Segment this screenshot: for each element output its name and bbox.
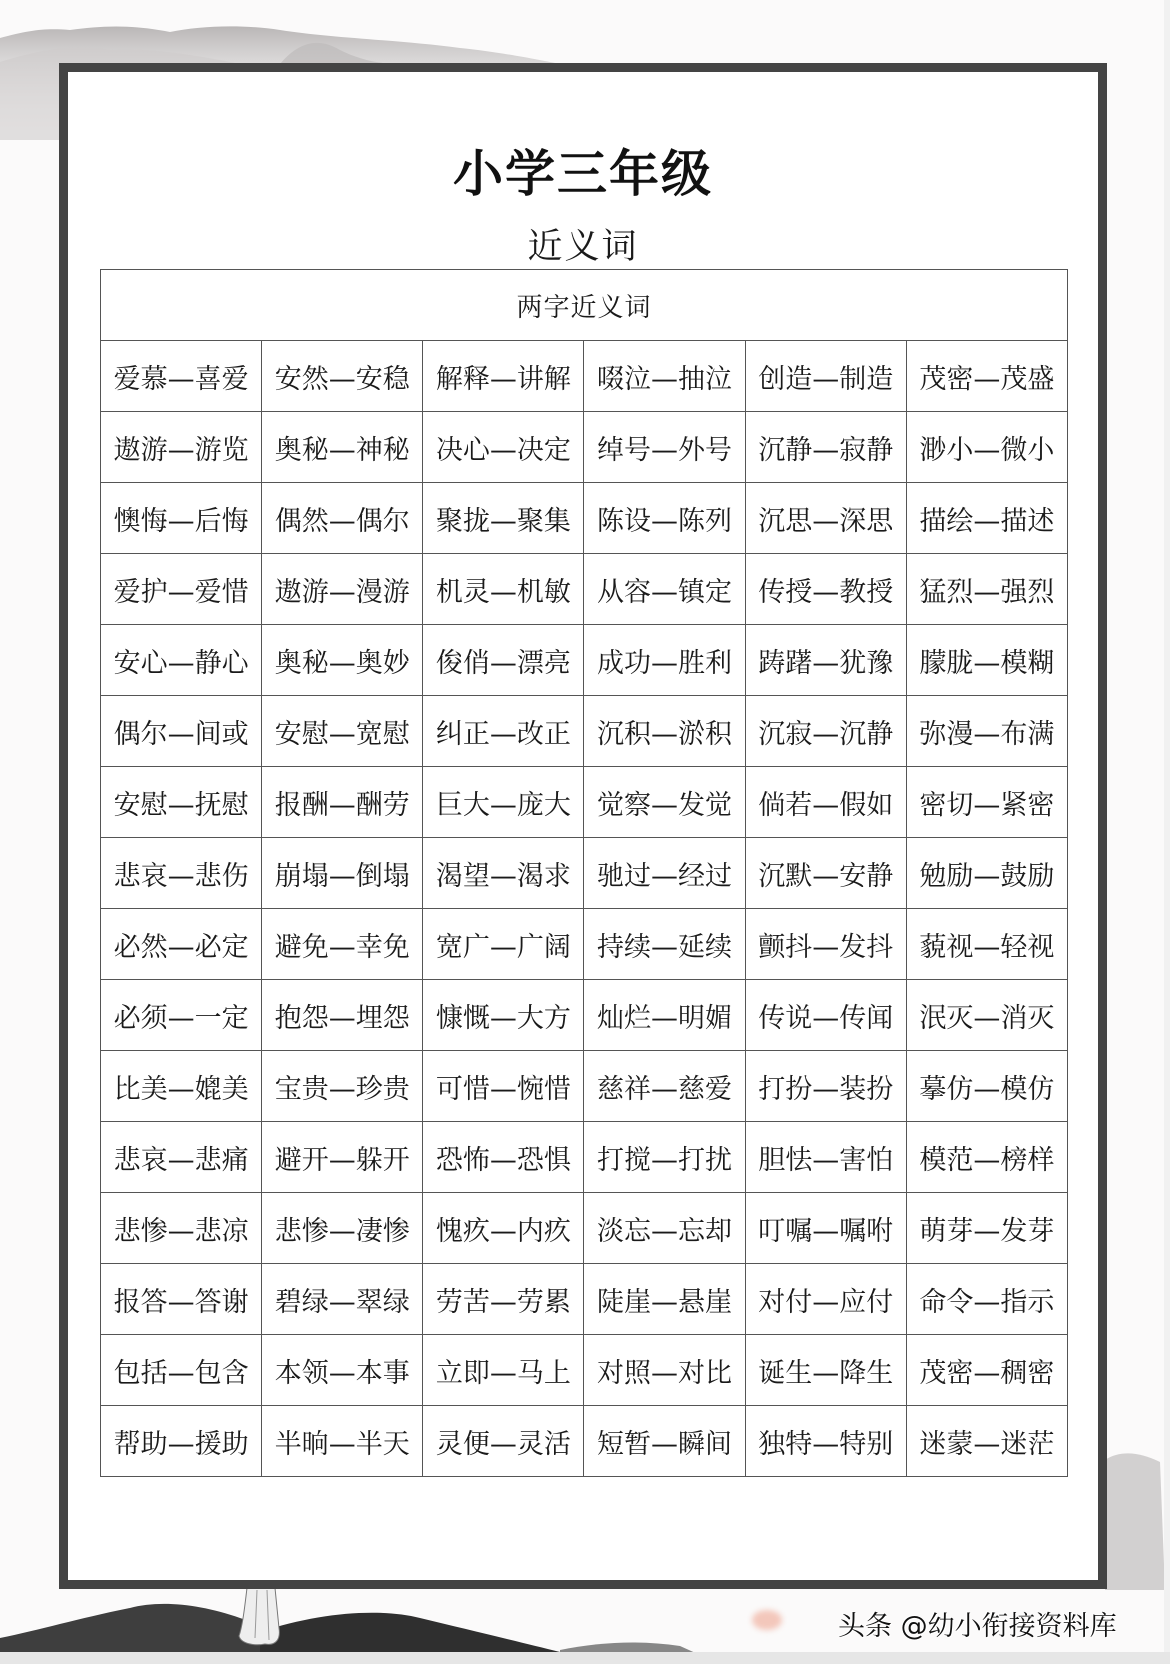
table-row [101,483,1068,554]
synonym-pair-cell: 陈设—陈列 [584,483,745,554]
synonym-pair-cell: 踌躇—犹豫 [745,625,906,696]
source-watermark: 头条 @幼小衔接资料库 [838,1611,1117,1642]
table-row [101,412,1068,483]
synonym-pair-cell: 偶然—偶尔 [262,483,423,554]
synonym-pair-cell: 渴望—渴求 [423,838,584,909]
synonym-pair-cell: 沉思—深思 [745,483,906,554]
synonym-pair-cell: 诞生—降生 [745,1335,906,1406]
synonym-pair-cell: 避开—躲开 [262,1122,423,1193]
synonym-pair-cell: 密切—紧密 [906,767,1067,838]
synonym-pair-cell: 可惜—惋惜 [423,1051,584,1122]
synonym-pair-cell: 报答—答谢 [101,1264,262,1335]
synonym-pair-cell: 传授—教授 [745,554,906,625]
synonym-pair-cell: 聚拢—聚集 [423,483,584,554]
synonym-pair-cell: 懊悔—后悔 [101,483,262,554]
blossom-decoration [752,1610,782,1630]
table-body [101,341,1068,1477]
synonym-pair-cell: 安然—安稳 [262,341,423,412]
table-row [101,554,1068,625]
synonym-pair-cell: 藐视—轻视 [906,909,1067,980]
synonym-pair-cell: 纠正—改正 [423,696,584,767]
table-row [101,625,1068,696]
figure-robe-decoration [235,1588,290,1648]
bottom-edge-strip [0,1652,1170,1664]
synonym-pair-cell: 沉默—安静 [745,838,906,909]
table-row [101,1264,1068,1335]
synonym-pair-cell: 啜泣—抽泣 [584,341,745,412]
synonym-pair-cell: 奥秘—神秘 [262,412,423,483]
synonym-pair-cell: 描绘—描述 [906,483,1067,554]
synonym-pair-cell: 颤抖—发抖 [745,909,906,980]
synonym-pair-cell: 解释—讲解 [423,341,584,412]
synonym-pair-cell: 抱怨—埋怨 [262,980,423,1051]
table-row [101,341,1068,412]
right-edge-strip [1164,0,1170,1652]
page-subtitle: 近义词 [527,227,639,267]
synonym-pair-cell: 勉励—鼓励 [906,838,1067,909]
synonym-pair-cell: 安慰—抚慰 [101,767,262,838]
synonym-pair-cell: 慈祥—慈爱 [584,1051,745,1122]
synonym-pair-cell: 爱护—爱惜 [101,554,262,625]
synonym-pair-cell: 弥漫—布满 [906,696,1067,767]
synonym-pair-cell: 悲哀—悲伤 [101,838,262,909]
synonyms-table [100,269,1068,1477]
synonym-pair-cell: 对付—应付 [745,1264,906,1335]
synonym-pair-cell: 泯灭—消灭 [906,980,1067,1051]
synonym-pair-cell: 悲哀—悲痛 [101,1122,262,1193]
table-row [101,1193,1068,1264]
synonym-pair-cell: 灿烂—明媚 [584,980,745,1051]
synonym-pair-cell: 爱慕—喜爱 [101,341,262,412]
synonym-pair-cell: 本领—本事 [262,1335,423,1406]
synonym-pair-cell: 沉寂—沉静 [745,696,906,767]
synonym-pair-cell: 碧绿—翠绿 [262,1264,423,1335]
synonym-pair-cell: 奥秘—奥妙 [262,625,423,696]
synonym-pair-cell: 必然—必定 [101,909,262,980]
synonym-pair-cell: 包括—包含 [101,1335,262,1406]
table-row [101,980,1068,1051]
synonym-pair-cell: 命令—指示 [906,1264,1067,1335]
synonym-pair-cell: 独特—特别 [745,1406,906,1477]
table-row [101,767,1068,838]
synonym-pair-cell: 比美—媲美 [101,1051,262,1122]
synonym-pair-cell: 倘若—假如 [745,767,906,838]
synonym-pair-cell: 悲惨—凄惨 [262,1193,423,1264]
synonym-pair-cell: 持续—延续 [584,909,745,980]
table-header-row [101,270,1068,341]
synonym-pair-cell: 打搅—打扰 [584,1122,745,1193]
table-row [101,1406,1068,1477]
synonym-pair-cell: 避免—幸免 [262,909,423,980]
table-row [101,909,1068,980]
synonym-pair-cell: 觉察—发觉 [584,767,745,838]
synonym-pair-cell: 传说—传闻 [745,980,906,1051]
synonym-pair-cell: 崩塌—倒塌 [262,838,423,909]
synonym-pair-cell: 打扮—装扮 [745,1051,906,1122]
synonym-pair-cell: 恐怖—恐惧 [423,1122,584,1193]
synonym-pair-cell: 绰号—外号 [584,412,745,483]
document-frame [59,63,1107,1589]
synonym-pair-cell: 报酬—酬劳 [262,767,423,838]
synonym-pair-cell: 陡崖—悬崖 [584,1264,745,1335]
synonym-pair-cell: 渺小—微小 [906,412,1067,483]
synonym-pair-cell: 淡忘—忘却 [584,1193,745,1264]
synonym-pair-cell: 俊俏—漂亮 [423,625,584,696]
table-row [101,696,1068,767]
synonym-pair-cell: 帮助—援助 [101,1406,262,1477]
table-row [101,1122,1068,1193]
synonym-pair-cell: 偶尔—间或 [101,696,262,767]
synonym-pair-cell: 迷蒙—迷茫 [906,1406,1067,1477]
synonym-pair-cell: 半晌—半天 [262,1406,423,1477]
synonym-pair-cell: 立即—马上 [423,1335,584,1406]
synonym-pair-cell: 胆怯—害怕 [745,1122,906,1193]
synonym-pair-cell: 遨游—游览 [101,412,262,483]
synonym-pair-cell: 短暂—瞬间 [584,1406,745,1477]
synonym-pair-cell: 从容—镇定 [584,554,745,625]
table-row [101,1335,1068,1406]
synonym-pair-cell: 茂密—稠密 [906,1335,1067,1406]
synonym-pair-cell: 沉静—寂静 [745,412,906,483]
synonym-pair-cell: 宽广—广阔 [423,909,584,980]
synonym-pair-cell: 安心—静心 [101,625,262,696]
synonym-pair-cell: 猛烈—强烈 [906,554,1067,625]
synonym-pair-cell: 必须—一定 [101,980,262,1051]
synonym-pair-cell: 成功—胜利 [584,625,745,696]
synonym-pair-cell: 遨游—漫游 [262,554,423,625]
synonym-pair-cell: 朦胧—模糊 [906,625,1067,696]
synonym-pair-cell: 摹仿—模仿 [906,1051,1067,1122]
synonym-pair-cell: 决心—决定 [423,412,584,483]
synonym-pair-cell: 驰过—经过 [584,838,745,909]
synonym-pair-cell: 机灵—机敏 [423,554,584,625]
synonym-pair-cell: 茂密—茂盛 [906,341,1067,412]
table-row [101,838,1068,909]
synonym-pair-cell: 安慰—宽慰 [262,696,423,767]
table-row [101,1051,1068,1122]
synonym-pair-cell: 愧疚—内疚 [423,1193,584,1264]
synonym-pair-cell: 创造—制造 [745,341,906,412]
synonym-pair-cell: 叮嘱—嘱咐 [745,1193,906,1264]
page-title: 小学三年级 [453,145,713,203]
synonym-pair-cell: 萌芽—发芽 [906,1193,1067,1264]
synonym-pair-cell: 劳苦—劳累 [423,1264,584,1335]
section-header: 两字近义词 [101,270,1068,341]
synonym-pair-cell: 巨大—庞大 [423,767,584,838]
synonym-pair-cell: 模范—榜样 [906,1122,1067,1193]
synonym-pair-cell: 悲惨—悲凉 [101,1193,262,1264]
synonym-pair-cell: 灵便—灵活 [423,1406,584,1477]
synonym-pair-cell: 沉积—淤积 [584,696,745,767]
synonym-pair-cell: 宝贵—珍贵 [262,1051,423,1122]
synonym-pair-cell: 慷慨—大方 [423,980,584,1051]
synonym-pair-cell: 对照—对比 [584,1335,745,1406]
